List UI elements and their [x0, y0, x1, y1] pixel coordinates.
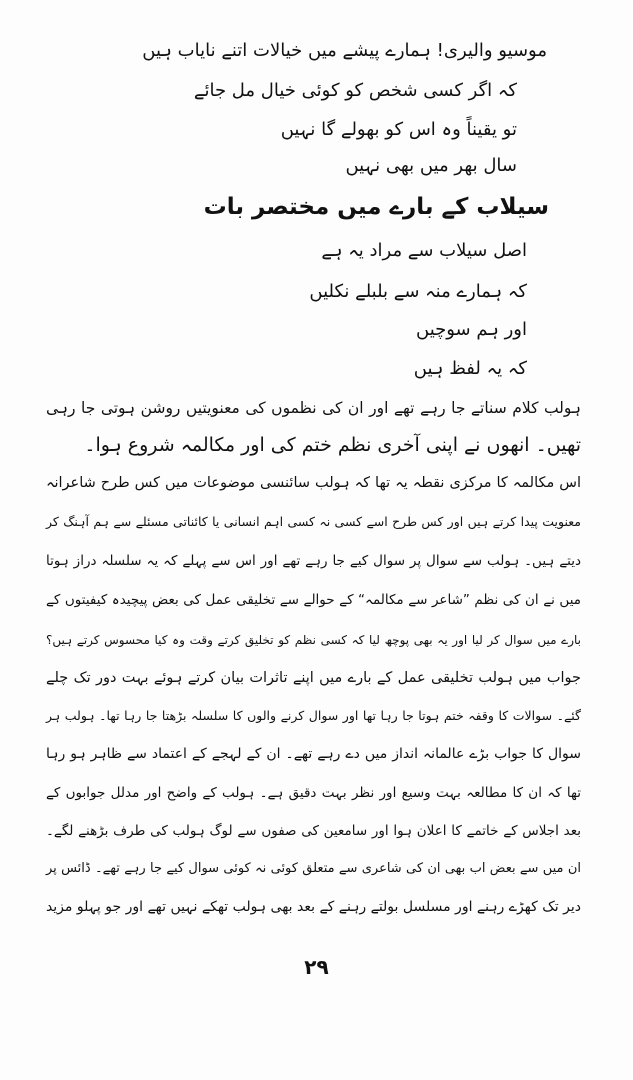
paragraph-line: سوال کا جواب بڑے عالمانہ انداز میں دے رہے تھے۔ ان کے لہجے کے اعتماد سے ظاہر ہو رہا	[46, 746, 581, 762]
poem-line: موسیو والیری! ہمارے پیشے میں خیالات اتنے نایاب ہیں	[142, 40, 547, 61]
poem-line: تو یقیناً وہ اس کو بھولے گا نہیں	[280, 119, 517, 140]
poem-line: اصل سیلاب سے مراد یہ ہے	[321, 240, 527, 261]
paragraph-line: دیر تک کھڑے رہنے اور مسلسل بولتے رہنے کے بعد بھی ہولب تھکے نہیں تھے اور جو پہلو مزید	[45, 899, 581, 915]
paragraph-line: گئے۔ سوالات کا وقفہ ختم ہوتا جا رہا تھا اور سوال کرنے والوں کا سلسلہ بڑھتا جا رہا تھا۔ ہولب ہر	[46, 708, 581, 723]
poem-line: کہ ہمارے منہ سے بلبلے نکلیں	[309, 281, 527, 302]
paragraph-line: بعد اجلاس کے خاتمے کا اعلان ہوا اور سامعین کی صفوں سے لوگ ہولب کی طرف بڑھنے لگے۔	[46, 823, 581, 839]
poem-line: کہ یہ لفظ ہیں	[413, 358, 527, 379]
paragraph-line: اس مکالمہ کا مرکزی نقطہ یہ تھا کہ ہولب سائنسی موضوعات میں کس طرح شاعرانہ	[46, 475, 581, 491]
paragraph-line: دیتے ہیں۔ ہولب سے سوال پر سوال کیے جا رہے تھے اور اس سے پہلے کہ یہ سلسلہ دراز ہوتا	[46, 553, 581, 569]
paragraph-line: ان میں سے بعض اب بھی ان کی شاعری سے متعلق کوئی نہ کوئی سوال کیے جا رہے تھے۔ ڈائس پر	[46, 861, 581, 876]
paragraph-line: ہولب کلام سناتے جا رہے تھے اور ان کی نظموں کی معنویتیں روشن ہوتی جا رہی	[46, 399, 581, 417]
paragraph-line: تھا کہ ان کا مطالعہ بہت وسیع اور نظر بہت دقیق ہے۔ ہولب کے واضح اور مدلل جوابوں کے	[46, 785, 581, 801]
paragraph-line: میں نے ان کی نظم ”شاعر سے مکالمہ“ کے حوالے سے تخلیقی عمل کی بعض پیچیدہ کیفیتوں کے	[46, 592, 581, 608]
poem-heading: سیلاب کے بارے میں مختصر بات	[203, 194, 549, 220]
poem-line: اور ہم سوچیں	[416, 319, 527, 340]
paragraph-line: جواب میں ہولب تخلیقی عمل کے بارے میں اپنے تاثرات بیان کرتے ہوئے بہت دور تک چلے	[46, 670, 581, 686]
paragraph-line: بارے میں سوال کر لیا اور یہ بھی پوچھ لیا کہ کسی نظم کو تخلیق کرتے وقت وہ کیا محسوس کرتے ہیں؟	[46, 633, 581, 647]
page-number: ۲۹	[304, 955, 329, 979]
paragraph-line: تھیں۔ انھوں نے اپنی آخری نظم ختم کی اور مکالمہ شروع ہوا۔	[84, 434, 581, 456]
poem-line: سال بھر میں بھی نہیں	[345, 155, 517, 176]
poem-line: کہ اگر کسی شخص کو کوئی خیال مل جائے	[193, 80, 517, 101]
paragraph-line: معنویت پیدا کرتے ہیں اور کس طرح اسے کسی نہ کسی اہم انسانی یا کائناتی مسئلے سے ہم آہنگ کر	[46, 514, 581, 529]
